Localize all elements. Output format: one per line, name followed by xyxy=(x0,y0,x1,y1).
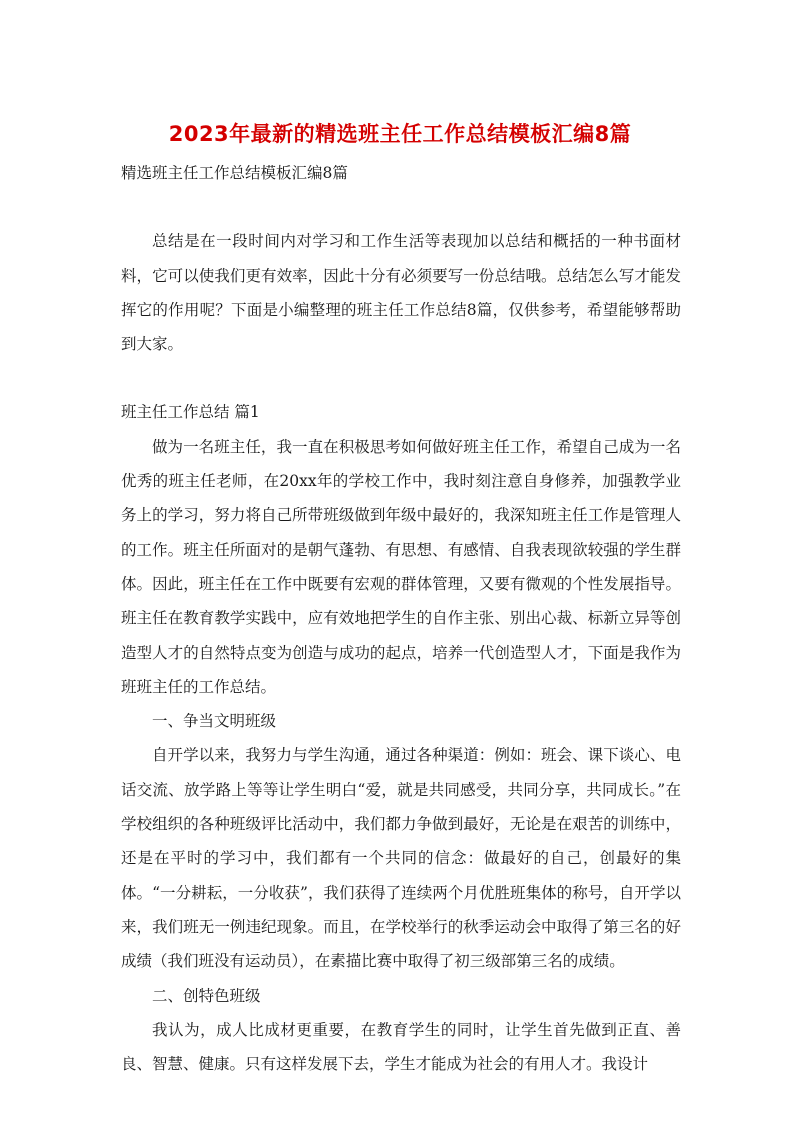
section-title: 班主任工作总结 篇1 xyxy=(121,403,260,422)
document-body xyxy=(121,156,681,1081)
document-subtitle: 精选班主任工作总结模板汇编8篇 xyxy=(121,164,348,182)
section-heading: 一、争当文明班级 xyxy=(152,712,277,731)
body-paragraph: 自开学以来，我努力与学生沟通，通过各种渠道：例如：班会、课下谈心、电话交流、放学路上等等让学生明白“爱，就是共同感受，共同分享，共同成长。”在学校组织的各种班级评比活动中，我们都力争做到最好，无论是在艰苦的训练中，还是在平时的学习中，我们都有一个共同的信念：做最好的自己，创最好的集体。“一分耕耘，一分收获”，我们获得了连续两个月优胜班集体的称号，自开学以来，我们班无一例违纪现象。而且，在学校举行的秋季运动会中取得了第三名的好成绩（我们班没有运动员），在素描比赛中取得了初三级部第三名的成绩。 xyxy=(121,746,681,971)
section-heading: 二、创特色班级 xyxy=(152,986,261,1005)
body-paragraph: 做为一名班主任，我一直在积极思考如何做好班主任工作，希望自己成为一名优秀的班主任老师，在20xx年的学校工作中，我时刻注意自身修养，加强教学业务上的学习，努力将自己所带班级做到年级中最好的，我深知班主任工作是管理人的工作。班主任所面对的是朝气蓬勃、有思想、有感情、自我表现欲较强的学生群体。因此，班主任在工作中既要有宏观的群体管理，又要有微观的个性发展指导。班主任在教育教学实践中，应有效地把学生的自作主张、别出心裁、标新立异等创造型人才的自然特点变为创造与成功的起点，培养一代创造型人才，下面是我作为班班主任的工作总结。 xyxy=(121,437,681,696)
spacer xyxy=(121,190,681,224)
intro-paragraph: 总结是在一段时间内对学习和工作生活等表现加以总结和概括的一种书面材料，它可以使我们更有效率，因此十分有必须要写一份总结哦。总结怎么写才能发挥它的作用呢？下面是小编整理的班主任工作总结8篇，仅供参考，希望能够帮助到大家。 xyxy=(121,232,681,354)
document-title: 2023年最新的精选班主任工作总结模板汇编8篇 xyxy=(168,122,632,146)
body-paragraph: 我认为，成人比成材更重要，在教育学生的同时，让学生首先做到正直、善良、智慧、健康。只有这样发展下去，学生才能成为社会的有用人才。我设计 xyxy=(121,1020,681,1074)
spacer xyxy=(121,361,681,395)
